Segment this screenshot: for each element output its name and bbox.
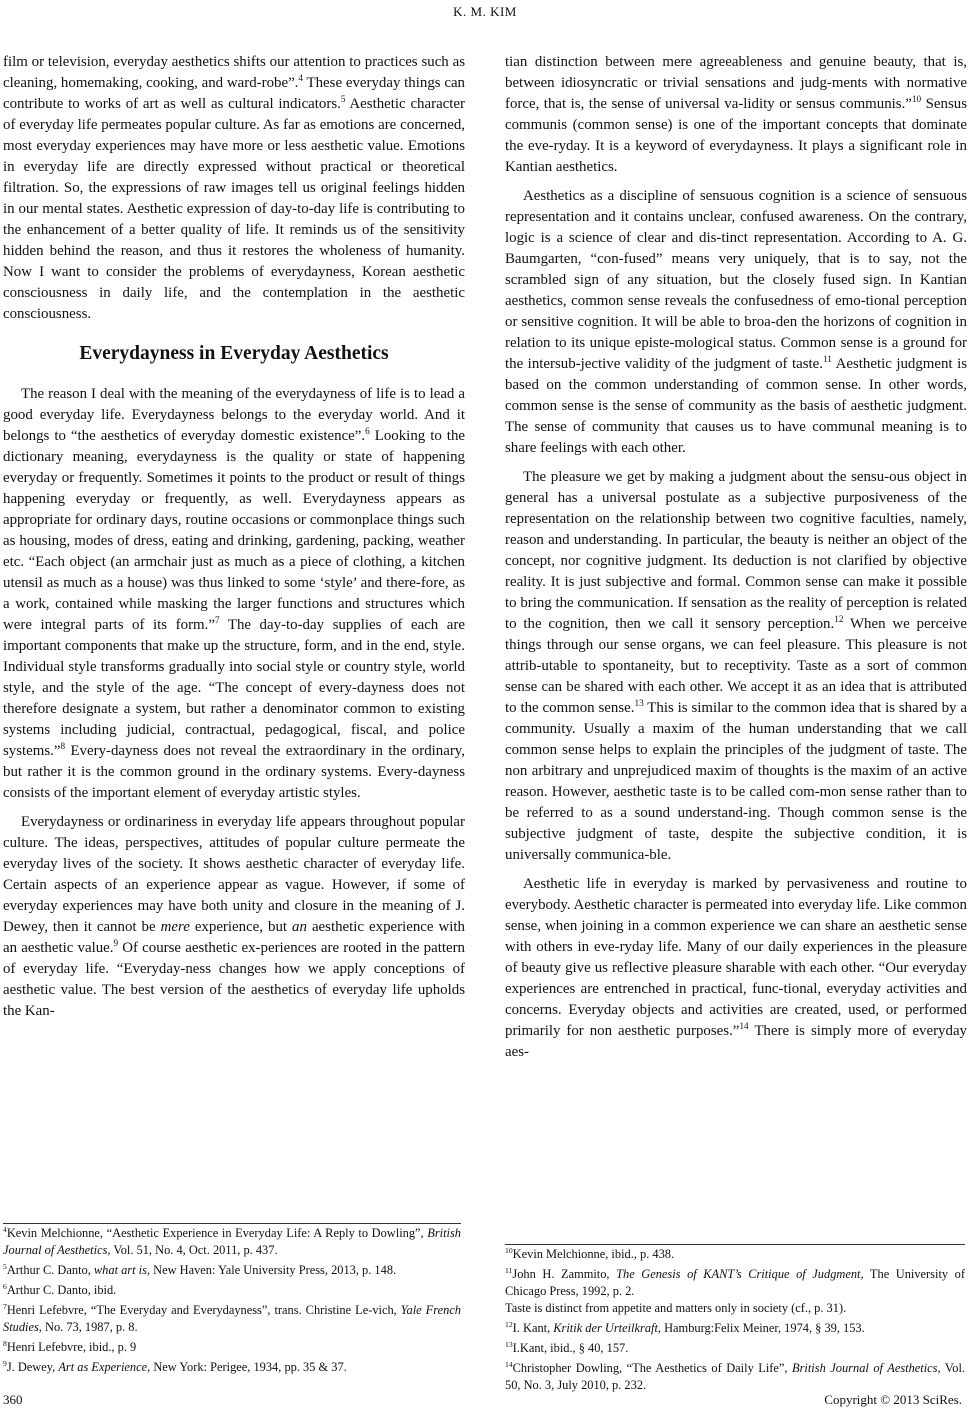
footnote-ref: 14 [739,1021,749,1032]
footnote-ref: 11 [823,354,832,365]
emphasis: mere [160,919,190,935]
footnote-ref: 5 [340,94,346,105]
footnote-ref: 7 [214,615,220,626]
footnote-ref: 9 [113,938,119,949]
footnote-ref: 6 [365,426,370,437]
footnote-ref: 13 [634,698,644,709]
footnote: $^{11}$John H. Zammito, The Genesis of KANT’s Critique of Judgment, The University of Chicago Press, 1992, p. 2. [505,1265,965,1298]
body-paragraph: The pleasure we get by making a judgment about the sensu-ous object in general has a universal postulate as a subjective purposiveness of the representation on the relationship between two cognitive faculties, namely, reason and understanding. In particular, the beauty is neither an object of the concept, nor cognitive judgment. Its deduction is not clarified by objective reality. It is just subjective and formal. Common sense can make it possible to bring the communication. If sensation as the reality of perception is related to the cognition, then we call it sensory perception.$^{12}$ When we perceive things through our sense organs, we can feel pleasure. This pleasure is not attrib-utable to spontaneity, but to receptivity. Taste as a sort of common sense can be shared with each other. We accept it as an idea that is attributed to the common sense.$^{13}$ This is similar to the common idea that is shared by a community. Usually a maxim of the human understanding that we call common sense helps to explain the principles of the judgment of taste. The non arbitrary and unprejudiced maxim of thoughts is the maxim of an active reason. However, aesthetic taste is to be called com-mon sense rather than to be referred to as a sound understand-ing. Though common sense is the subjective judgment of taste, despite the subjective condition, it is universally communica-ble. [505,469,967,863]
copyright-notice: Copyright © 2013 SciRes. [824,1392,962,1407]
right-column [505,52,967,1071]
body-paragraph: Everydayness or ordinariness in everyday life appears throughout popular culture. The ideas, perspectives, attitudes of popular culture permeate the everyday lives of the society. It shows aesthetic character of everyday life. Certain aspects of an experience appear as vague. However, if some of everyday experiences may have both unity and closure in the meaning of J. Dewey, then it cannot be mere experience, but an aesthetic experience with an aesthetic value.$^9$ Of course aesthetic ex-periences are rooted in the pattern of everyday life. “Everyday-ness changes how we apply conceptions of aesthetic value. The best version of the aesthetics of everyday life upholds the Kan- [3,814,465,1019]
footnote: $^{13}$I.Kant, ibid., § 40, 157. [505,1339,629,1355]
footnote: $^6$Arthur C. Danto, ibid. [3,1281,117,1297]
footnote-ref: 12 [834,614,844,625]
left-column [3,52,465,1030]
page-number: 360 [3,1392,23,1407]
footnote: $^9$J. Dewey, Art as Experience, New York: Perigee, 1934, pp. 35 & 37. [3,1358,347,1374]
footnotes-left [3,1225,461,1379]
footnote: $^8$Henri Lefebvre, ibid., p. 9 [3,1338,137,1354]
footnote: $^{10}$Kevin Melchionne, ibid., p. 438. [505,1245,675,1261]
footnote: $^5$Arthur C. Danto, what art is, New Haven: Yale University Press, 2013, p. 148. [3,1261,397,1277]
section-heading: Everydayness in Everyday Aesthetics [79,343,389,364]
body-paragraph: The reason I deal with the meaning of the everydayness of life is to lead a good everyday life. Everydayness belongs to the everyday world. And it belongs to “the aesthetics of everyday domestic existence”.$^6$ Looking to the dictionary meaning, everydayness is the quality or state of happening everyday or frequently. Sometimes it points to the product or result of things happening everyday or frequently, as well. Everydayness appears as appropriate for ordinary days, routine occasions or commonplace things such as housing, modes of dress, eating and drinking, gardening, packing, weather etc. “Each object (an armchair just as much as a piece of clothing, a kitchen utensil as much as a house) was thus linked to some ‘style’ and there-fore, as a work, contained while masking the larger functions and structures which were integral parts of its form.”$^7$ The day-to-day supplies of each are important components that make up the structure, form, and in the end, style. Individual style transforms gradually into social style or country style, world style, and the style of the age. “The concept of every-dayness does not therefore designate a system, but rather a denominator common to existing systems including judicial, contractual, pedagogical, fiscal, and police systems.”$^8$ Every-dayness does not reveal the extraordinary in the ordinary, but rather it is the common ground in the ordinary systems. Every-dayness consists of the important element of everyday artistic styles. [3,386,465,801]
body-paragraph: Aesthetics as a discipline of sensuous cognition is a science of sensuous representation and it contains unclear, confused awareness. On the contrary, logic is a science of clear and dis-tinct representation. According to A. G. Baumgarten, “con-fused” means very uniquely, that is to say, not the scrambled sign of any situation, but the closely fused sign. In Kantian aesthetics, common sense reveals the confusedness of emo-tional perception or sensitive cognition. It will be able to broa-den the horizons of cognition in relation to its unique episte-mological status. Common sense is a ground for the intersub-jective validity of the judgment of taste.$^{11}$ Aesthetic judgment is based on the common understanding of common sense. In other words, common sense is the sense of community as the basis of aesthetic judgment. The sense of community that causes us to have communal meaning is to share feelings with each other. [505,188,967,456]
footnotes-right [505,1246,965,1397]
emphasis: an [292,919,307,935]
footnote-ref: 8 [60,741,66,752]
footnote-divider [3,1223,461,1224]
footnote-continuation: Taste is distinct from appetite and matters only in society (cf., p. 31). [505,1301,847,1315]
running-head: K. M. KIM [453,4,517,19]
footnote-ref: 10 [911,94,922,105]
body-paragraph: film or television, everyday aesthetics shifts our attention to practices such as cleaning, homemaking, cooking, and ward-robe”.$^4$ These everyday things can contribute to works of art as well as cultural indicators.$^5$ Aesthetic character of everyday life permeates popular culture. As far as emotions are concerned, most everyday experiences may have more or less aesthetic value. Emotions in everyday life are directly expressed without practical or theoretical filtration. So, the expressions of raw images tell us original feelings hidden in our mental states. Aesthetic expression of day-to-day life is contributing to the enhancement of a better quality of life. It reminds us of the sensitivity hidden behind the reason, and thus it restores the wholeness of humanity. Now I want to consider the problems of everydayness, Korean aesthetic consciousness in daily life, and the contemplation in the aesthetic consciousness. [3,54,465,322]
body-paragraph: tian distinction between mere agreeableness and genuine beauty, that is, between idiosyncratic or trivial sensations and judg-ments with normative force, that is, the sense of universal va-lidity or sensus communis.”$^{10}$ Sensus communis (common sense) is one of the important concepts that dominate the eve-ryday. It is a keyword of everydayness. It plays a significant role in Kantian aesthetics. [505,54,968,175]
footnote-ref: 4 [298,73,304,84]
footnote: $^{12}$I. Kant, Kritik der Urteilkraft, Hamburg:Felix Meiner, 1974, § 39, 153. [505,1319,865,1335]
footnote: $^{14}$Christopher Dowling, “The Aesthetics of Daily Life”, British Journal of Aesthetics, Vol. 50, No. 3, July 2010, p. 232. [505,1359,965,1392]
footnote: $^7$Henri Lefebvre, “The Everyday and Everydayness”, trans. Christine Le-vich, Yale French Studies, No. 73, 1987, p. 8. [3,1301,461,1334]
body-paragraph: Aesthetic life in everyday is marked by pervasiveness and routine to everybody. Aesthetic character is permeated into everyday life. Like common sense, when joining in a common experience we can share an aesthetic sense with others in eve-ryday life. Many of our daily experiences in the pleasure of beauty give us reflective pleasure sharable with each other. “Our everyday experiences are entrenched in practical, func-tional, everyday activities and concerns. Everyday objects and activities are created, used, or performed primarily for non aesthetic purposes.”$^{14}$ There is simply more of everyday aes- [505,876,968,1060]
footnote: $^4$Kevin Melchionne, “Aesthetic Experience in Everyday Life: A Reply to Dowling”, British Journal of Aesthetics, Vol. 51, No. 4, Oct. 2011, p. 437. [3,1224,461,1257]
footnote-divider [505,1244,965,1245]
